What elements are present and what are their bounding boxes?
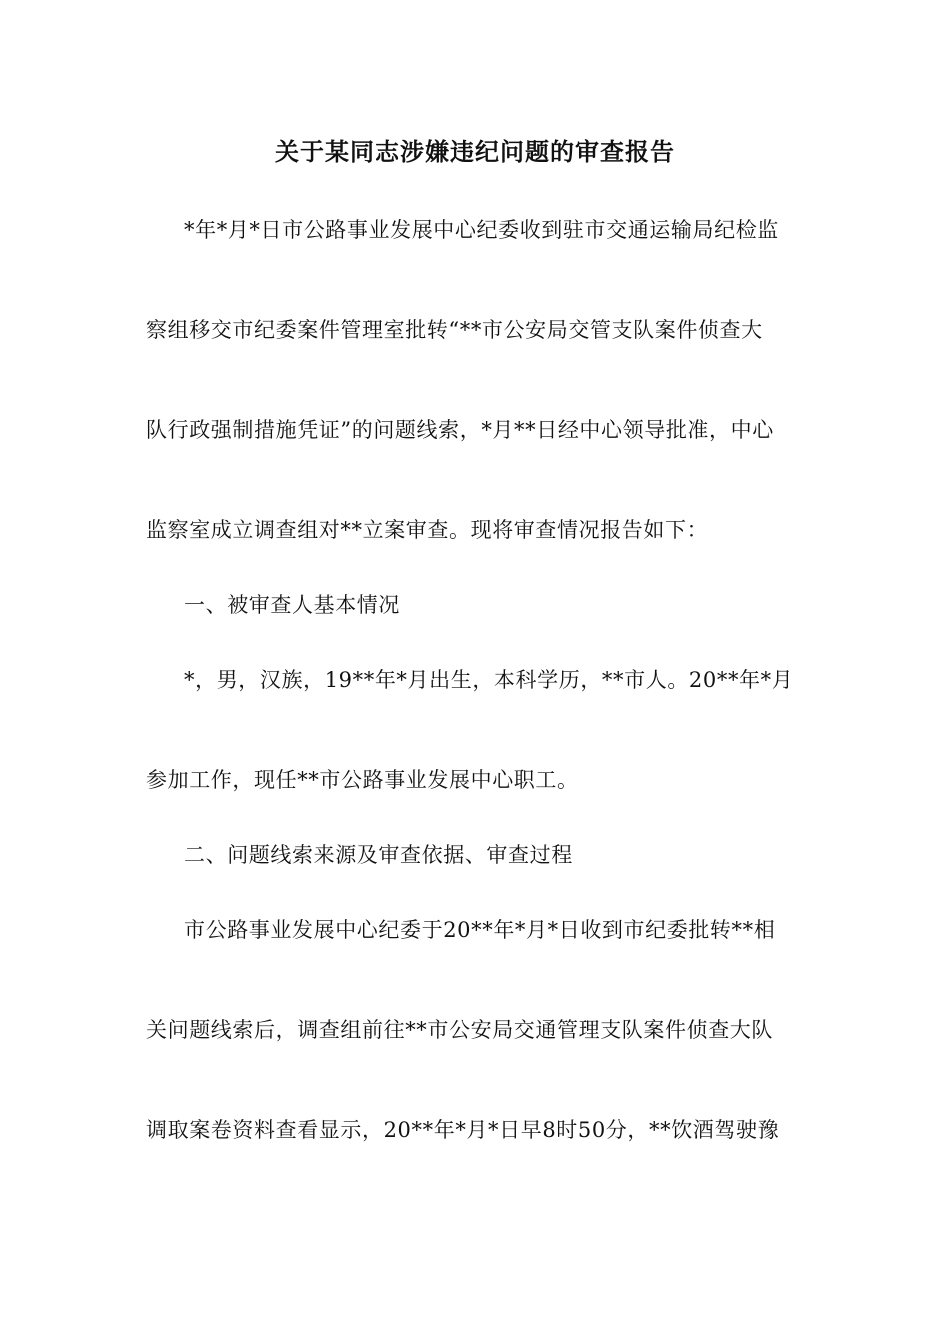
document-title: 关于某同志涉嫌违纪问题的审查报告 [275,137,675,166]
paragraph-2-line-2: 参加工作，现任**市公路事业发展中心职工。 [146,768,579,792]
section-heading-1: 一、被审查人基本情况 [184,593,400,617]
paragraph-1-line-4: 监察室成立调查组对**立案审查。现将审查情况报告如下： [146,518,709,542]
paragraph-3-line-2: 关问题线索后，调查组前往**市公安局交通管理支队案件侦查大队 [146,1018,773,1042]
paragraph-1-line-1: *年*月*日市公路事业发展中心纪委收到驻市交通运输局纪检监 [184,218,779,242]
paragraph-2-line-1: *，男，汉族，19**年*月出生，本科学历，**市人。20**年*月 [184,668,794,692]
paragraph-3-line-3: 调取案卷资料查看显示，20**年*月*日早8时50分，**饮酒驾驶豫 [146,1118,780,1142]
section-heading-2: 二、问题线索来源及审查依据、审查过程 [184,843,573,867]
paragraph-1-line-3: 队行政强制措施凭证”的问题线索，*月**日经中心领导批准，中心 [146,418,774,442]
paragraph-3-line-1: 市公路事业发展中心纪委于20**年*月*日收到市纪委批转**相 [184,918,776,942]
paragraph-1-line-2: 察组移交市纪委案件管理室批转“**市公安局交管支队案件侦查大 [146,318,763,342]
